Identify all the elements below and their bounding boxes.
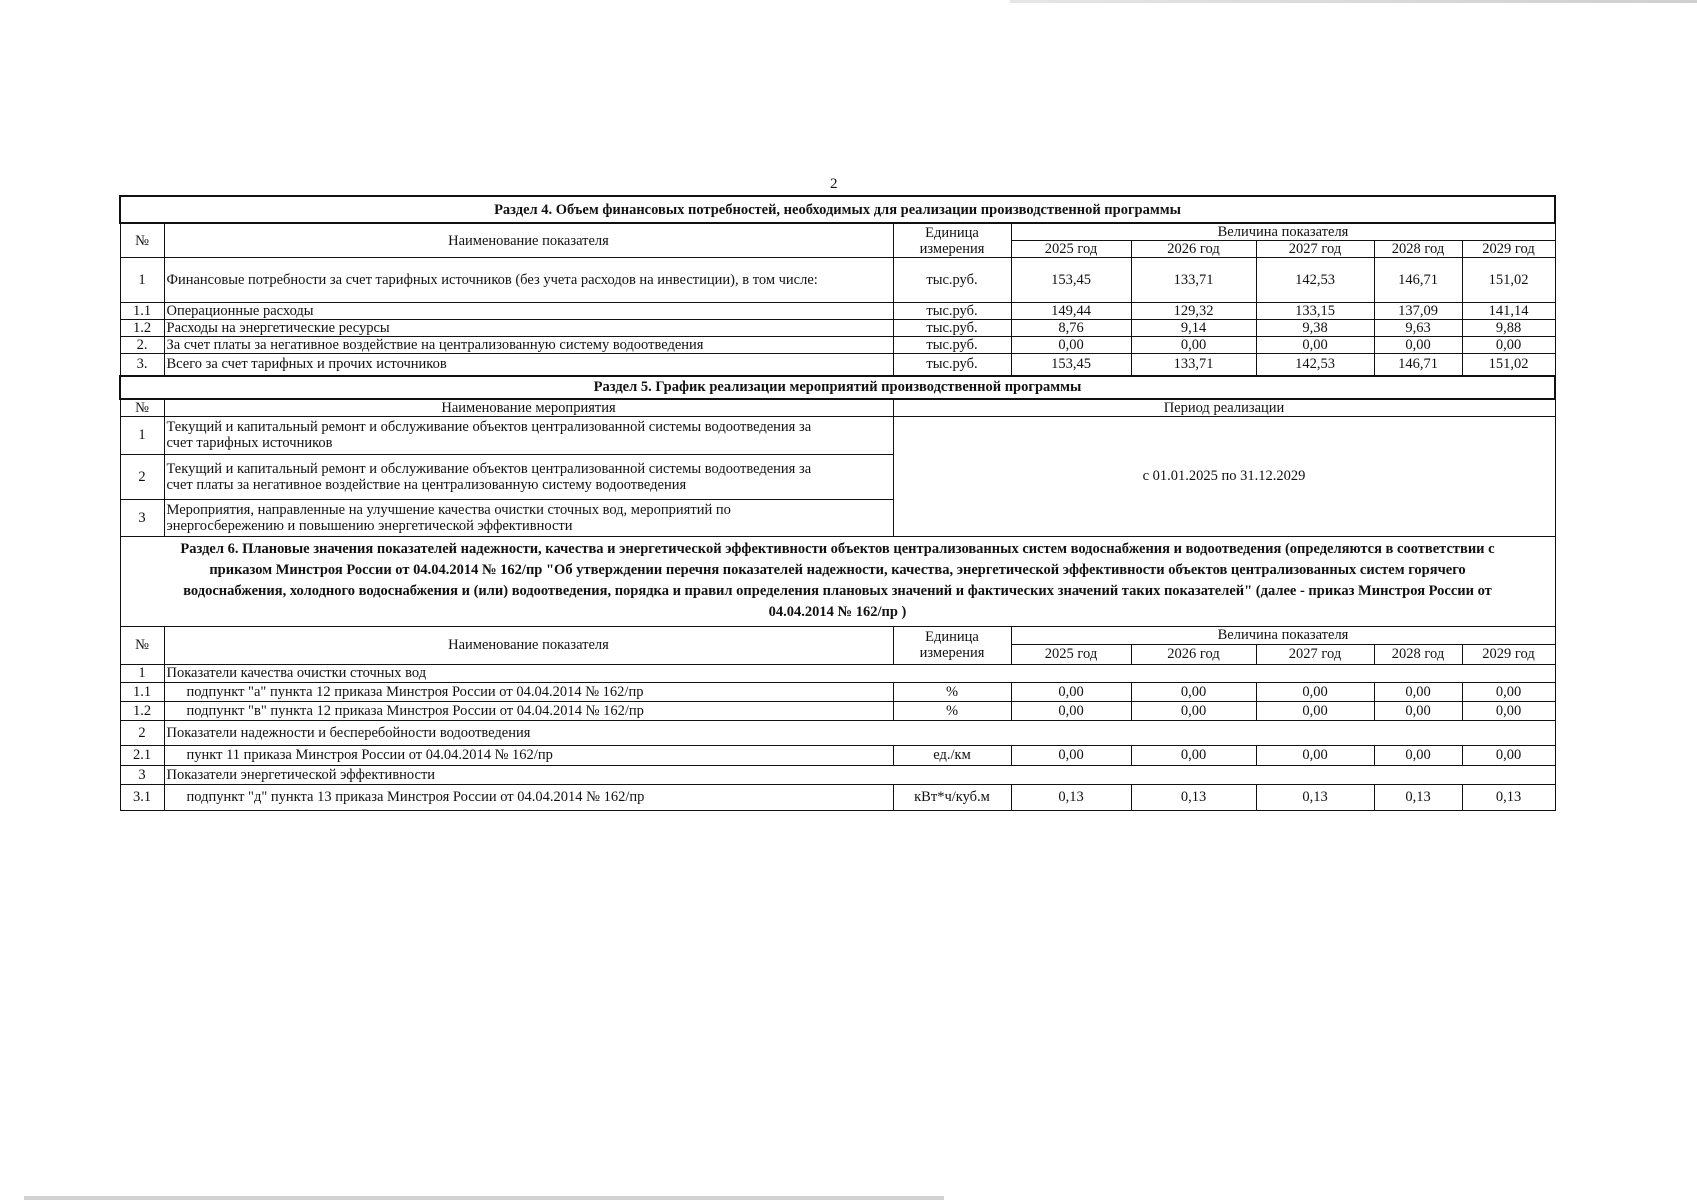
s6-item-value: 0,13	[1374, 784, 1462, 810]
section6-title	[120, 536, 1555, 626]
s6-item-value: 0,00	[1256, 701, 1374, 720]
s4-row-name: За счет платы за негативное воздействие на централизованную систему водоотведения	[164, 337, 893, 354]
s4-row-value: 0,00	[1462, 337, 1555, 354]
section5-title: Раздел 5. График реализации мероприятий производственной программы	[120, 376, 1555, 399]
s6-item-name: пункт 11 приказа Минстроя России от 04.04.2014 № 162/пр	[164, 745, 893, 765]
s4-row-value: 0,00	[1131, 337, 1256, 354]
s4-header-num: №	[120, 223, 164, 258]
s4-row-unit: тыс.руб.	[893, 354, 1011, 376]
s4-row-value: 149,44	[1011, 303, 1131, 320]
scan-edge-bottom	[24, 1196, 944, 1200]
s6-item-value: 0,00	[1462, 701, 1555, 720]
table-row	[120, 258, 1555, 303]
program-table	[119, 195, 1556, 811]
s4-row-value: 133,71	[1131, 354, 1256, 376]
s6-header-year: 2027 год	[1256, 644, 1374, 664]
s4-row-value: 0,00	[1256, 337, 1374, 354]
s4-row-value: 9,63	[1374, 320, 1462, 337]
s6-header-year: 2028 год	[1374, 644, 1462, 664]
s4-row-value: 153,45	[1011, 258, 1131, 303]
s5-row-name-line1: Текущий и капитальный ремонт и обслуживание объектов централизованной системы водоотведения за	[166, 419, 812, 435]
s6-item-value: 0,13	[1011, 784, 1131, 810]
s5-row-num: 3	[120, 499, 164, 536]
s4-row-value: 142,53	[1256, 258, 1374, 303]
s6-header-year: 2029 год	[1462, 644, 1555, 664]
s6-item-name: подпункт "д" пункта 13 приказа Минстроя России от 04.04.2014 № 162/пр	[164, 784, 893, 810]
s5-row-num: 1	[120, 416, 164, 454]
s4-header-unit	[893, 223, 1011, 258]
s6-header-value: Величина показателя	[1011, 626, 1555, 644]
s4-row-unit: тыс.руб.	[893, 303, 1011, 320]
table-row	[120, 354, 1555, 376]
s4-row-unit: тыс.руб.	[893, 337, 1011, 354]
s5-row-name	[164, 416, 893, 454]
s6-item-value: 0,13	[1256, 784, 1374, 810]
s6-header-unit	[893, 626, 1011, 664]
s4-row-num: 1.1	[120, 303, 164, 320]
s6-header-name: Наименование показателя	[164, 626, 893, 664]
table-row	[120, 303, 1555, 320]
s4-row-unit: тыс.руб.	[893, 258, 1011, 303]
section6-title-line1: Раздел 6. Плановые значения показателей надежности, качества и энергетической эффективности объектов централизованных систем водоснабжения и водоотведения (определяются в соответствии с	[180, 541, 1495, 557]
s6-header-num: №	[120, 626, 164, 664]
s6-item-value: 0,00	[1256, 745, 1374, 765]
s6-item-unit: %	[893, 682, 1011, 701]
s4-row-value: 9,14	[1131, 320, 1256, 337]
table-row	[120, 701, 1555, 720]
s6-item-num: 2.1	[120, 745, 164, 765]
s4-row-value: 8,76	[1011, 320, 1131, 337]
page-number: 2	[830, 176, 838, 192]
table-row	[120, 337, 1555, 354]
s4-row-name: Операционные расходы	[164, 303, 893, 320]
s6-item-value: 0,00	[1131, 745, 1256, 765]
s6-item-value: 0,13	[1462, 784, 1555, 810]
s6-header-year: 2025 год	[1011, 644, 1131, 664]
s5-row-num: 2	[120, 454, 164, 499]
s6-item-value: 0,00	[1131, 701, 1256, 720]
s4-row-value: 133,15	[1256, 303, 1374, 320]
s4-row-name: Всего за счет тарифных и прочих источников	[164, 354, 893, 376]
s4-header-value: Величина показателя	[1011, 223, 1555, 241]
section6-title-line3: водоснабжения, холодного водоснабжения и (или) водоотведения, порядка и правил определения плановых значений и фактических значений таких показателей" (далее - приказ Минстроя России от	[183, 583, 1492, 599]
table-row	[120, 745, 1555, 765]
s6-item-num: 3.1	[120, 784, 164, 810]
s6-item-unit: %	[893, 701, 1011, 720]
s4-row-value: 133,71	[1131, 258, 1256, 303]
s4-header-year: 2027 год	[1256, 241, 1374, 258]
s5-row-name-line2: энергосбережению и повышению энергетической эффективности	[166, 517, 573, 534]
s6-group-name: Показатели надежности и бесперебойности водоотведения	[164, 720, 1555, 745]
s6-group-num: 1	[120, 664, 164, 682]
s6-item-num: 1.2	[120, 701, 164, 720]
s6-item-name: подпункт "в" пункта 12 приказа Минстроя России от 04.04.2014 № 162/пр	[164, 701, 893, 720]
s5-row-name-line2: счет тарифных источников	[166, 435, 333, 451]
s6-header-unit-line1: Единица	[925, 629, 979, 645]
s4-header-year: 2025 год	[1011, 241, 1131, 258]
s5-header-name: Наименование мероприятия	[164, 399, 893, 417]
s5-row-name	[164, 454, 893, 499]
scan-edge-top	[1010, 0, 1697, 3]
table-row	[120, 664, 1555, 682]
s4-row-value: 146,71	[1374, 354, 1462, 376]
s4-row-value: 151,02	[1462, 354, 1555, 376]
s6-item-value: 0,00	[1462, 745, 1555, 765]
s6-item-num: 1.1	[120, 682, 164, 701]
s4-row-num: 1	[120, 258, 164, 303]
s4-row-value: 129,32	[1131, 303, 1256, 320]
s6-item-value: 0,00	[1374, 701, 1462, 720]
s6-item-value: 0,00	[1374, 682, 1462, 701]
s6-item-unit: ед./км	[893, 745, 1011, 765]
s4-row-value: 141,14	[1462, 303, 1555, 320]
s6-item-value: 0,00	[1011, 701, 1131, 720]
s4-row-value: 9,38	[1256, 320, 1374, 337]
table-row	[120, 784, 1555, 810]
s6-item-value: 0,00	[1462, 682, 1555, 701]
s4-row-num: 2.	[120, 337, 164, 354]
s6-group-num: 2	[120, 720, 164, 745]
s4-row-value: 0,00	[1011, 337, 1131, 354]
s4-row-unit: тыс.руб.	[893, 320, 1011, 337]
s6-group-name: Показатели качества очистки сточных вод	[164, 664, 1555, 682]
table-row	[120, 720, 1555, 745]
section4-title: Раздел 4. Объем финансовых потребностей, необходимых для реализации производственной программы	[120, 196, 1555, 223]
table-row	[120, 682, 1555, 701]
s6-item-value: 0,00	[1256, 682, 1374, 701]
table-row	[120, 416, 1555, 454]
s4-row-num: 3.	[120, 354, 164, 376]
s5-period-value: с 01.01.2025 по 31.12.2029	[893, 416, 1555, 536]
s4-row-name: Расходы на энергетические ресурсы	[164, 320, 893, 337]
s5-row-name-line1: Мероприятия, направленные на улучшение качества очистки сточных вод, мероприятий по	[166, 501, 731, 518]
s4-row-value: 146,71	[1374, 258, 1462, 303]
s4-row-name: Финансовые потребности за счет тарифных источников (без учета расходов на инвестиции), в том числе:	[164, 258, 893, 303]
s4-row-num: 1.2	[120, 320, 164, 337]
s6-item-value: 0,00	[1374, 745, 1462, 765]
s4-row-value: 137,09	[1374, 303, 1462, 320]
s5-header-num: №	[120, 399, 164, 417]
s4-row-value: 142,53	[1256, 354, 1374, 376]
s6-item-unit: кВт*ч/куб.м	[893, 784, 1011, 810]
s6-item-value: 0,13	[1131, 784, 1256, 810]
s5-row-name	[164, 499, 893, 536]
s6-group-num: 3	[120, 765, 164, 784]
s6-item-value: 0,00	[1011, 682, 1131, 701]
section6-title-line2: приказом Минстроя России от 04.04.2014 № 162/пр "Об утверждении перечня показателей надежности, качества, энергетической эффективности объектов централизованных систем горячего	[209, 562, 1466, 578]
s6-item-value: 0,00	[1011, 745, 1131, 765]
s4-header-unit-line1: Единица	[925, 224, 979, 241]
s4-header-year: 2029 год	[1462, 241, 1555, 258]
s4-header-year: 2028 год	[1374, 241, 1462, 258]
section6-title-line4: 04.04.2014 № 162/пр )	[768, 604, 907, 620]
table-row	[120, 320, 1555, 337]
s4-header-unit-line2: измерения	[919, 240, 985, 257]
table-row	[120, 765, 1555, 784]
s6-group-name: Показатели энергетической эффективности	[164, 765, 1555, 784]
s4-row-value: 151,02	[1462, 258, 1555, 303]
s6-header-year: 2026 год	[1131, 644, 1256, 664]
s6-item-name: подпункт "а" пункта 12 приказа Минстроя России от 04.04.2014 № 162/пр	[164, 682, 893, 701]
s5-row-name-line1: Текущий и капитальный ремонт и обслуживание объектов централизованной системы водоотведения за	[166, 460, 812, 477]
s4-row-value: 0,00	[1374, 337, 1462, 354]
s4-row-value: 153,45	[1011, 354, 1131, 376]
s4-header-name: Наименование показателя	[164, 223, 893, 258]
s4-header-year: 2026 год	[1131, 241, 1256, 258]
s5-row-name-line2: счет платы за негативное воздействие на централизованную систему водоотведения	[166, 476, 687, 493]
s6-item-value: 0,00	[1131, 682, 1256, 701]
s4-row-value: 9,88	[1462, 320, 1555, 337]
s5-header-period: Период реализации	[893, 399, 1555, 417]
s6-header-unit-line2: измерения	[919, 645, 985, 661]
